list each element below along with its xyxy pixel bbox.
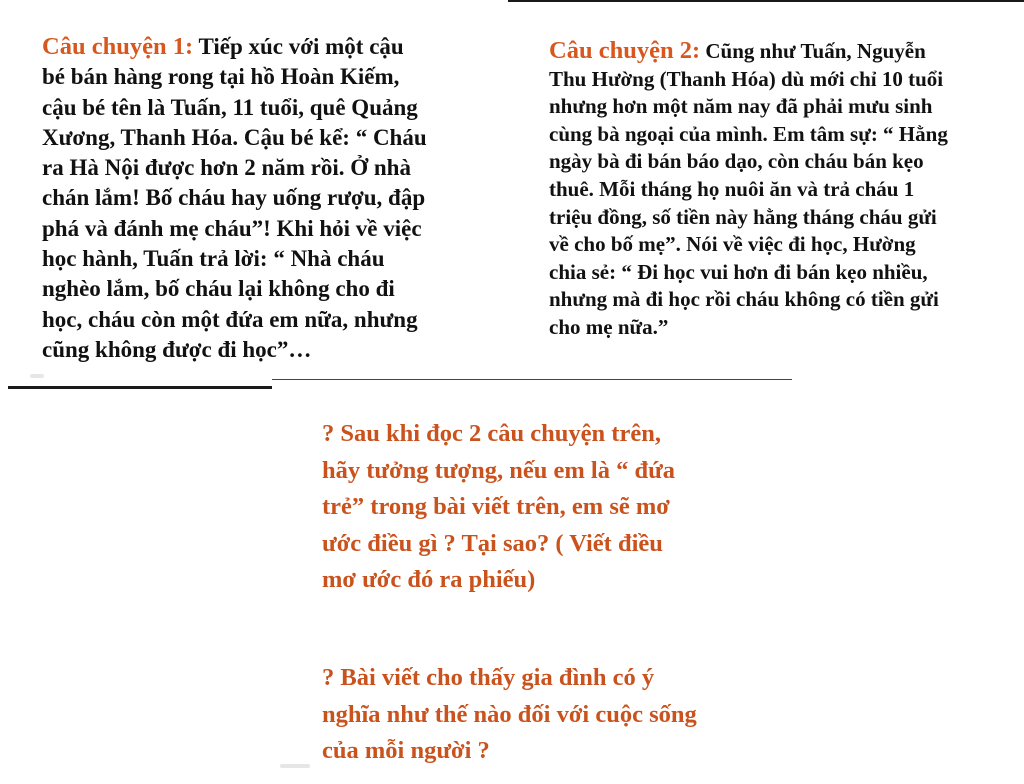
story-2-line-text: Cũng như Tuấn, Nguyễn: [700, 39, 926, 63]
question-2: [322, 660, 792, 770]
top-right-rule: [508, 0, 1024, 2]
story-2-line: chia sẻ: “ Đi học vui hơn đi bán kẹo nhiều,: [549, 259, 928, 284]
story-2-line: thuê. Mỗi tháng họ nuôi ăn và trả cháu 1: [549, 176, 915, 201]
question-1-line: ước điều gì ? Tại sao? ( Viết điều: [322, 529, 663, 557]
scan-smudge: [30, 374, 44, 378]
question-1: [322, 416, 792, 599]
story-1: [42, 32, 512, 365]
story-2-line: nhưng mà đi học rồi cháu không có tiền gửi: [549, 287, 939, 312]
story-1-line: phá và đánh mẹ cháu”! Khi hỏi về việc: [42, 215, 422, 241]
story-2-line: về cho bố mẹ”. Nói về việc đi học, Hường: [549, 232, 916, 257]
story-2-line: cùng bà ngoại của mình. Em tâm sự: “ Hằng: [549, 121, 948, 146]
story-1-line: Xương, Thanh Hóa. Cậu bé kể: “ Cháu: [42, 124, 427, 150]
story-2-label: Câu chuyện 2:: [549, 37, 701, 64]
center-divider-rule: [272, 379, 792, 380]
question-2-line: nghĩa như thế nào đối với cuộc sống: [322, 700, 697, 728]
question-1-line: ? Sau khi đọc 2 câu chuyện trên,: [322, 420, 661, 447]
story-2-line: Thu Hường (Thanh Hóa) dù mới chỉ 10 tuổi: [549, 66, 944, 91]
story-1-line: học hành, Tuấn trả lời: “ Nhà cháu: [42, 246, 385, 272]
story-1-line-text: Tiếp xúc với một cậu: [193, 34, 404, 59]
story1-bottom-rule: [8, 386, 272, 389]
story-2-line: [549, 37, 999, 66]
story-1-line: bé bán hàng rong tại hồ Hoàn Kiếm,: [42, 64, 400, 90]
story-1-label: Câu chuyện 1:: [42, 33, 194, 60]
story-1-line: học, cháu còn một đứa em nữa, nhưng: [42, 306, 418, 332]
question-2-line: của mỗi người ?: [322, 737, 490, 765]
story-2: [549, 37, 999, 342]
story-1-line: cũng không được đi học”…: [42, 336, 312, 362]
question-1-line: hãy tưởng tượng, nếu em là “ đứa: [322, 456, 676, 484]
story-2-line: cho mẹ nữa.”: [549, 314, 669, 339]
scan-smudge: [280, 764, 310, 768]
story-1-line: nghèo lắm, bố cháu lại không cho đi: [42, 276, 395, 302]
story-1-line: chán lắm! Bố cháu hay uống rượu, đập: [42, 185, 426, 211]
question-1-line: trẻ” trong bài viết trên, em sẽ mơ: [322, 493, 670, 521]
story-2-line: triệu đồng, số tiền này hằng tháng cháu gửi: [549, 204, 937, 229]
story-2-line: ngày bà đi bán báo dạo, còn cháu bán kẹo: [549, 149, 924, 174]
question-2-line: ? Bài viết cho thấy gia đình có ý: [322, 664, 655, 691]
story-1-line: ra Hà Nội được hơn 2 năm rồi. Ở nhà: [42, 155, 411, 181]
story-2-line: nhưng hơn một năm nay đã phải mưu sinh: [549, 94, 933, 119]
story-1-line: cậu bé tên là Tuấn, 11 tuổi, quê Quảng: [42, 94, 418, 120]
question-1-line: mơ ước đó ra phiếu): [322, 566, 536, 594]
story-1-line: [42, 32, 512, 62]
